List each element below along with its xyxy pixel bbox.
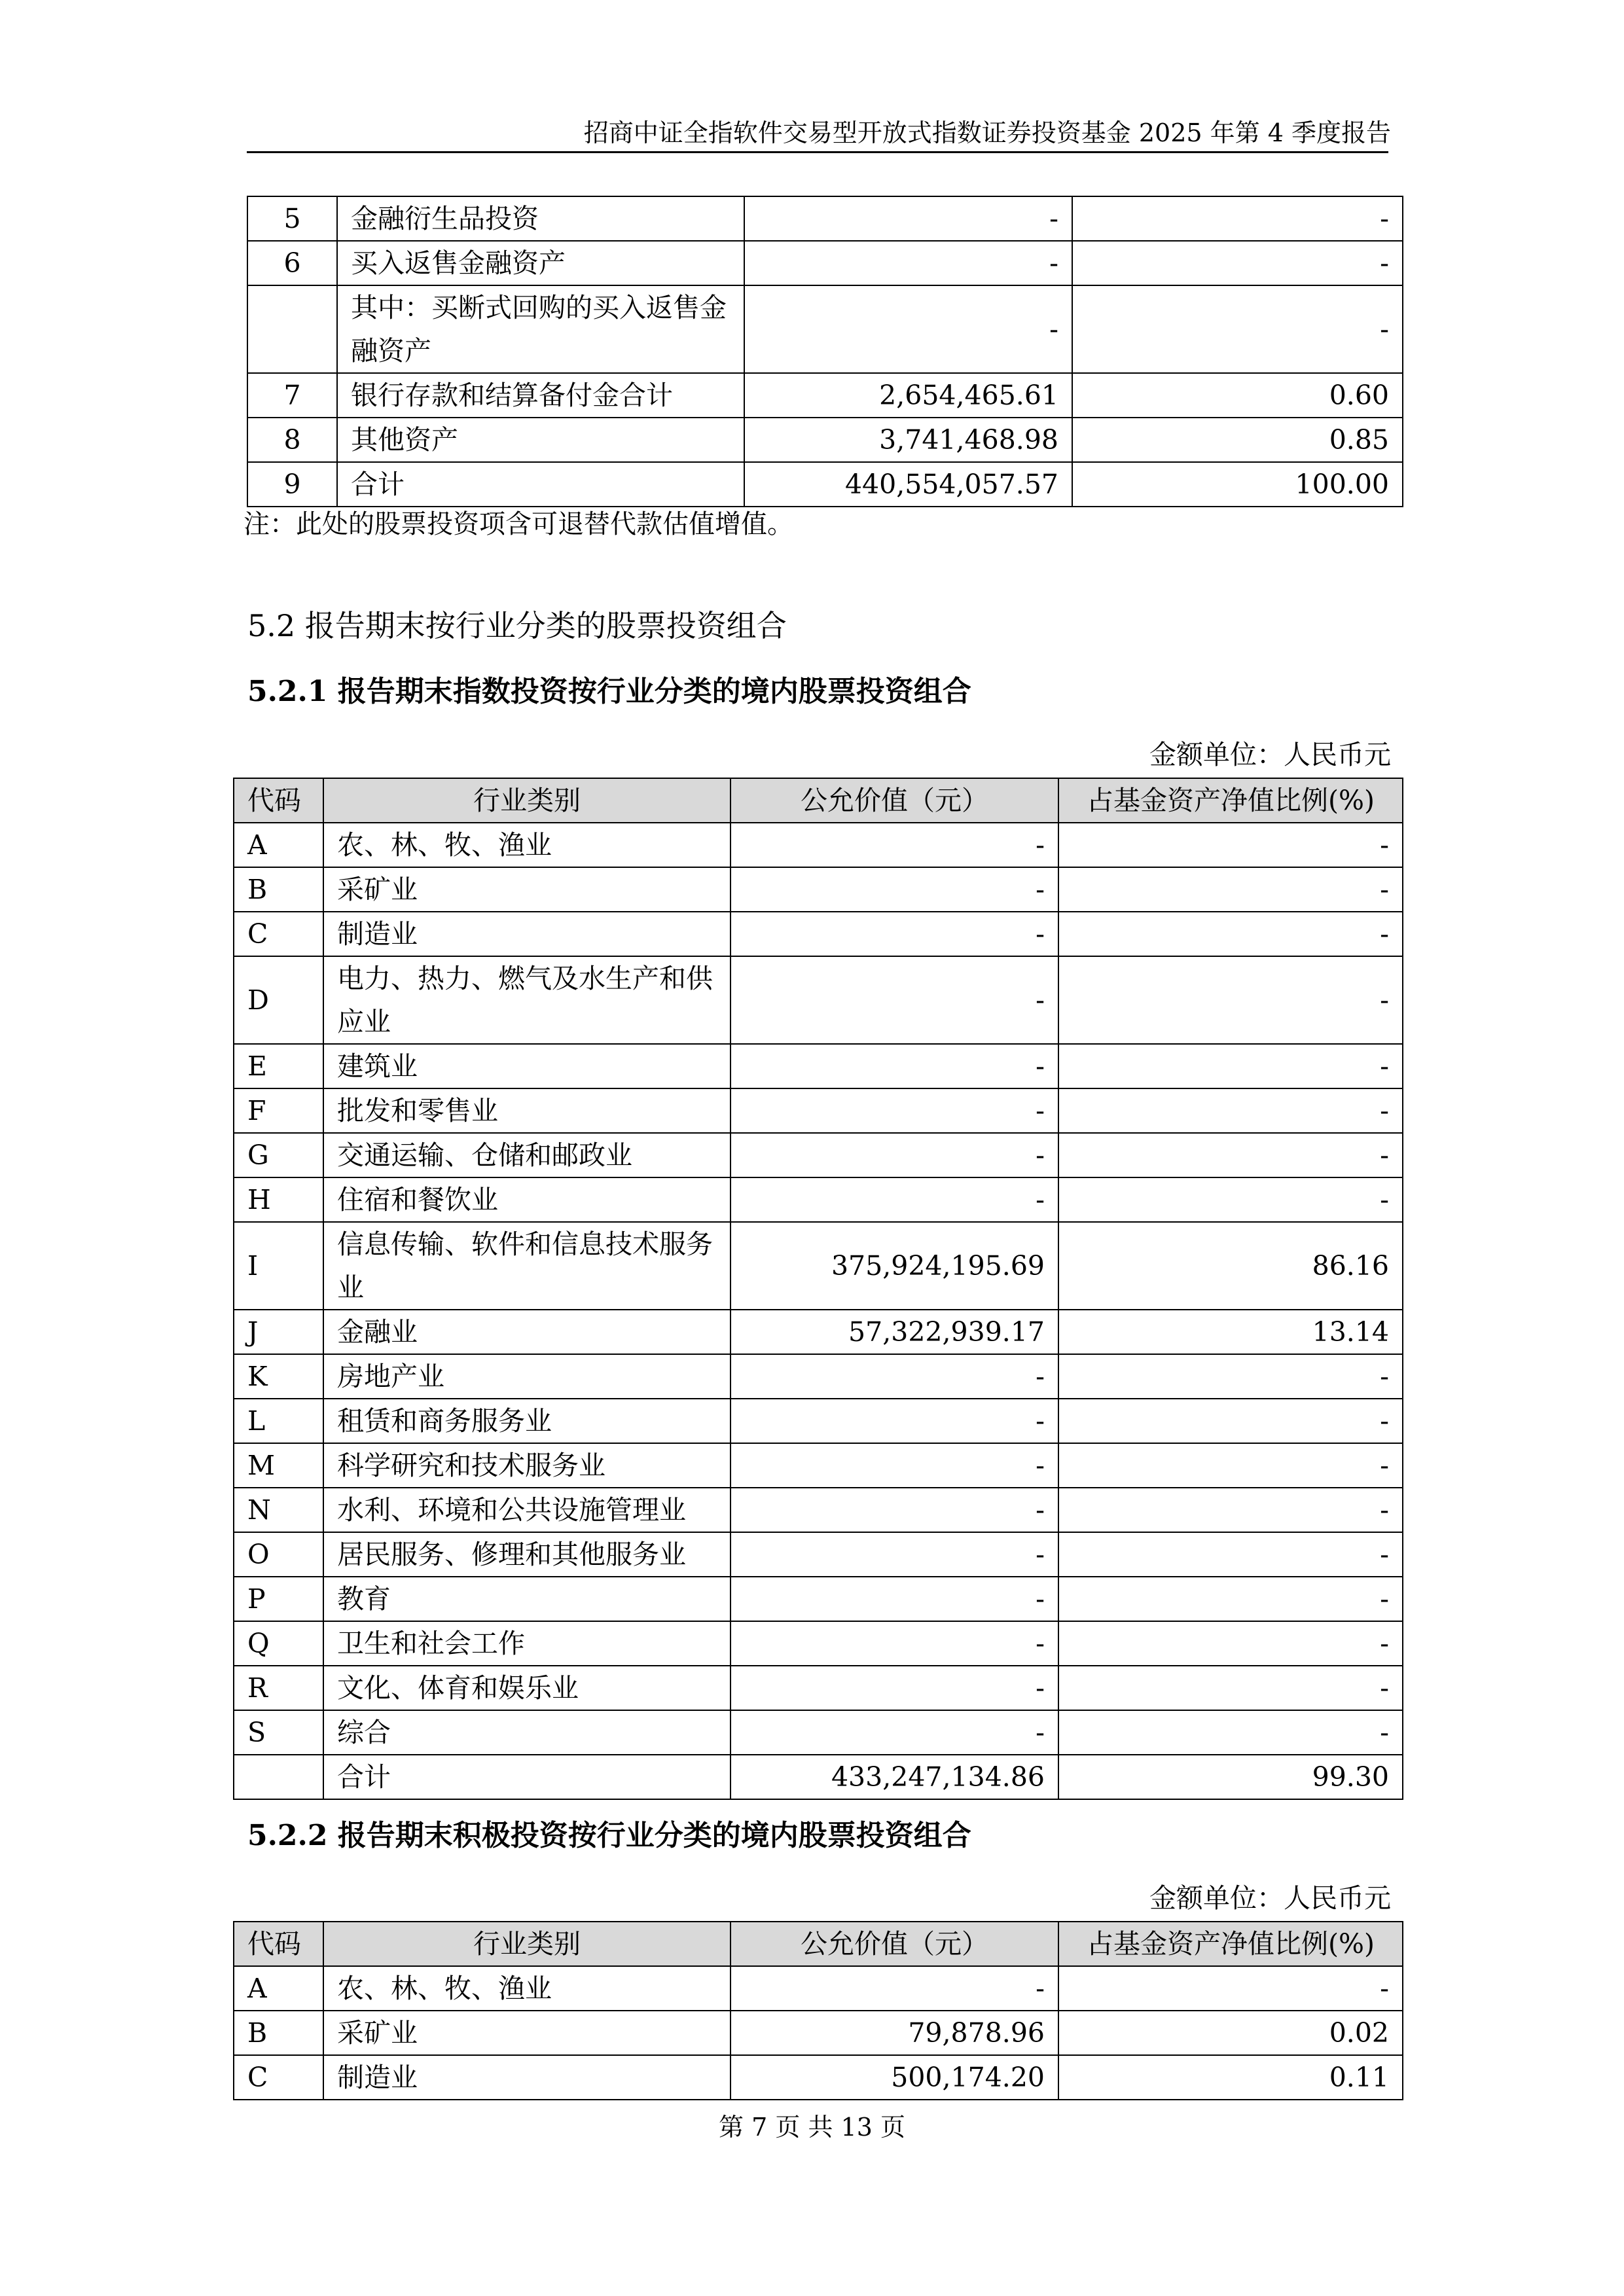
fair-value: - <box>731 1621 1058 1666</box>
asset-table-body <box>247 196 1403 507</box>
industry-category: 批发和零售业 <box>323 1088 731 1133</box>
fair-value: - <box>731 1532 1058 1577</box>
nav-ratio: - <box>1058 1710 1403 1755</box>
asset-item: 其他资产 <box>337 418 744 462</box>
nav-ratio: - <box>1058 823 1403 867</box>
section-5-2-title: 5.2 报告期末按行业分类的股票投资组合 <box>247 608 787 643</box>
nav-ratio: - <box>1058 1488 1403 1532</box>
industry-category: 房地产业 <box>323 1354 731 1399</box>
industry-category: 信息传输、软件和信息技术服务业 <box>323 1222 731 1310</box>
row-number: 9 <box>247 462 337 507</box>
industry-code: G <box>234 1133 323 1177</box>
industry-category: 居民服务、修理和其他服务业 <box>323 1532 731 1577</box>
industry-code: E <box>234 1044 323 1088</box>
table-row <box>234 2055 1403 2100</box>
industry-code: H <box>234 1177 323 1222</box>
nav-ratio: - <box>1058 1133 1403 1177</box>
table-row <box>234 956 1403 1044</box>
industry-category: 文化、体育和娱乐业 <box>323 1666 731 1710</box>
fair-value: - <box>731 1044 1058 1088</box>
row-number: 8 <box>247 418 337 462</box>
row-number: 6 <box>247 241 337 285</box>
asset-item: 其中：买断式回购的买入返售金融资产 <box>337 285 744 373</box>
industry-code: O <box>234 1532 323 1577</box>
table-row <box>234 1354 1403 1399</box>
fair-value: - <box>731 1966 1058 2011</box>
asset-value: 440,554,057.57 <box>744 462 1072 507</box>
industry-category: 采矿业 <box>323 2011 731 2055</box>
fair-value: - <box>731 956 1058 1044</box>
industry-code: J <box>234 1310 323 1354</box>
asset-ratio: - <box>1072 285 1403 373</box>
header-value: 公允价值（元） <box>731 778 1058 823</box>
nav-ratio: - <box>1058 1577 1403 1621</box>
fair-value: 79,878.96 <box>731 2011 1058 2055</box>
nav-ratio: - <box>1058 1354 1403 1399</box>
industry-category: 卫生和社会工作 <box>323 1621 731 1666</box>
nav-ratio: - <box>1058 1621 1403 1666</box>
report-header-title: 招商中证全指软件交易型开放式指数证券投资基金 2025 年第 4 季度报告 <box>583 118 1391 147</box>
asset-value: - <box>744 241 1072 285</box>
industry-category: 合计 <box>323 1755 731 1799</box>
fair-value: - <box>731 823 1058 867</box>
fair-value: - <box>731 1088 1058 1133</box>
table-row <box>234 1577 1403 1621</box>
nav-ratio: - <box>1058 1399 1403 1443</box>
industry-category: 采矿业 <box>323 867 731 912</box>
active-table-body <box>234 1966 1403 2100</box>
row-number: 7 <box>247 373 337 418</box>
table-row <box>234 823 1403 867</box>
index-investment-industry-table <box>233 778 1403 1800</box>
industry-code: P <box>234 1577 323 1621</box>
asset-item: 银行存款和结算备付金合计 <box>337 373 744 418</box>
fair-value: - <box>731 1443 1058 1488</box>
nav-ratio: 0.02 <box>1058 2011 1403 2055</box>
industry-code: D <box>234 956 323 1044</box>
table-row <box>234 1044 1403 1088</box>
table-row <box>234 1532 1403 1577</box>
fair-value: - <box>731 1399 1058 1443</box>
asset-value: - <box>744 196 1072 241</box>
nav-ratio: - <box>1058 1966 1403 2011</box>
asset-value: 2,654,465.61 <box>744 373 1072 418</box>
industry-category: 制造业 <box>323 912 731 956</box>
fair-value: 57,322,939.17 <box>731 1310 1058 1354</box>
asset-ratio: 0.85 <box>1072 418 1403 462</box>
industry-category: 交通运输、仓储和邮政业 <box>323 1133 731 1177</box>
industry-code: M <box>234 1443 323 1488</box>
table-row <box>234 1088 1403 1133</box>
table-row <box>234 1621 1403 1666</box>
industry-code: B <box>234 867 323 912</box>
nav-ratio: - <box>1058 1044 1403 1088</box>
asset-allocation-table <box>247 196 1403 507</box>
header-category: 行业类别 <box>323 1922 731 1966</box>
industry-category: 综合 <box>323 1710 731 1755</box>
nav-ratio: 99.30 <box>1058 1755 1403 1799</box>
table-row <box>234 1177 1403 1222</box>
industry-code: A <box>234 823 323 867</box>
industry-code: B <box>234 2011 323 2055</box>
nav-ratio: - <box>1058 912 1403 956</box>
fair-value: - <box>731 1577 1058 1621</box>
header-ratio: 占基金资产净值比例(%) <box>1058 778 1403 823</box>
table-row <box>234 1666 1403 1710</box>
row-number <box>247 285 337 373</box>
nav-ratio: - <box>1058 1177 1403 1222</box>
table-row <box>247 418 1403 462</box>
industry-category: 制造业 <box>323 2055 731 2100</box>
nav-ratio: - <box>1058 1088 1403 1133</box>
fair-value: - <box>731 1177 1058 1222</box>
nav-ratio: 13.14 <box>1058 1310 1403 1354</box>
table-row <box>234 2011 1403 2055</box>
fair-value: 433,247,134.86 <box>731 1755 1058 1799</box>
industry-code: L <box>234 1399 323 1443</box>
table-row <box>234 1443 1403 1488</box>
table-row <box>247 285 1403 373</box>
asset-ratio: - <box>1072 241 1403 285</box>
asset-value: 3,741,468.98 <box>744 418 1072 462</box>
table-header-row <box>234 778 1403 823</box>
industry-code: Q <box>234 1621 323 1666</box>
nav-ratio: - <box>1058 1443 1403 1488</box>
fair-value: - <box>731 1354 1058 1399</box>
industry-category: 农、林、牧、渔业 <box>323 823 731 867</box>
fair-value: - <box>731 912 1058 956</box>
industry-category: 建筑业 <box>323 1044 731 1088</box>
table-row <box>247 373 1403 418</box>
asset-item: 金融衍生品投资 <box>337 196 744 241</box>
table-row <box>234 1222 1403 1310</box>
asset-ratio: 0.60 <box>1072 373 1403 418</box>
industry-code: F <box>234 1088 323 1133</box>
table-row <box>234 1755 1403 1799</box>
section-5-2-1-title: 5.2.1 报告期末指数投资按行业分类的境内股票投资组合 <box>247 675 971 708</box>
unit-label-5-2-1: 金额单位：人民币元 <box>1149 739 1391 770</box>
page-number: 第 7 页 共 13 页 <box>719 2113 905 2142</box>
fair-value: - <box>731 1133 1058 1177</box>
table-row <box>234 867 1403 912</box>
table-row <box>247 241 1403 285</box>
fair-value: - <box>731 867 1058 912</box>
industry-code: A <box>234 1966 323 2011</box>
industry-code: N <box>234 1488 323 1532</box>
nav-ratio: 0.11 <box>1058 2055 1403 2100</box>
asset-value: - <box>744 285 1072 373</box>
table-header-row <box>234 1922 1403 1966</box>
nav-ratio: - <box>1058 1532 1403 1577</box>
table-row <box>234 1966 1403 2011</box>
nav-ratio: - <box>1058 867 1403 912</box>
industry-category: 农、林、牧、渔业 <box>323 1966 731 2011</box>
header-code: 代码 <box>234 1922 323 1966</box>
industry-code <box>234 1755 323 1799</box>
industry-category: 教育 <box>323 1577 731 1621</box>
fair-value: 375,924,195.69 <box>731 1222 1058 1310</box>
fair-value: - <box>731 1666 1058 1710</box>
header-code: 代码 <box>234 778 323 823</box>
industry-code: C <box>234 912 323 956</box>
section-5-2-2-title: 5.2.2 报告期末积极投资按行业分类的境内股票投资组合 <box>247 1819 971 1852</box>
row-number: 5 <box>247 196 337 241</box>
table-row <box>234 912 1403 956</box>
industry-code: K <box>234 1354 323 1399</box>
industry-category: 科学研究和技术服务业 <box>323 1443 731 1488</box>
industry-code: I <box>234 1222 323 1310</box>
industry-category: 租赁和商务服务业 <box>323 1399 731 1443</box>
unit-label-5-2-2: 金额单位：人民币元 <box>1149 1882 1391 1914</box>
industry-category: 住宿和餐饮业 <box>323 1177 731 1222</box>
header-value: 公允价值（元） <box>731 1922 1058 1966</box>
industry-code: S <box>234 1710 323 1755</box>
fair-value: - <box>731 1710 1058 1755</box>
industry-category: 电力、热力、燃气及水生产和供应业 <box>323 956 731 1044</box>
table-row <box>247 196 1403 241</box>
index-table-body <box>234 823 1403 1799</box>
asset-ratio: - <box>1072 196 1403 241</box>
fair-value: 500,174.20 <box>731 2055 1058 2100</box>
asset-table-note: 注：此处的股票投资项含可退替代款估值增值。 <box>244 509 793 539</box>
table-row <box>234 1133 1403 1177</box>
header-rule <box>247 151 1388 153</box>
nav-ratio: - <box>1058 956 1403 1044</box>
active-investment-industry-table <box>233 1921 1403 2100</box>
industry-code: C <box>234 2055 323 2100</box>
nav-ratio: 86.16 <box>1058 1222 1403 1310</box>
nav-ratio: - <box>1058 1666 1403 1710</box>
industry-category: 水利、环境和公共设施管理业 <box>323 1488 731 1532</box>
table-row <box>234 1710 1403 1755</box>
table-row <box>234 1399 1403 1443</box>
table-row <box>234 1310 1403 1354</box>
fair-value: - <box>731 1488 1058 1532</box>
header-category: 行业类别 <box>323 778 731 823</box>
table-row <box>247 462 1403 507</box>
asset-ratio: 100.00 <box>1072 462 1403 507</box>
asset-item: 买入返售金融资产 <box>337 241 744 285</box>
header-ratio: 占基金资产净值比例(%) <box>1058 1922 1403 1966</box>
asset-item: 合计 <box>337 462 744 507</box>
industry-category: 金融业 <box>323 1310 731 1354</box>
industry-code: R <box>234 1666 323 1710</box>
table-row <box>234 1488 1403 1532</box>
